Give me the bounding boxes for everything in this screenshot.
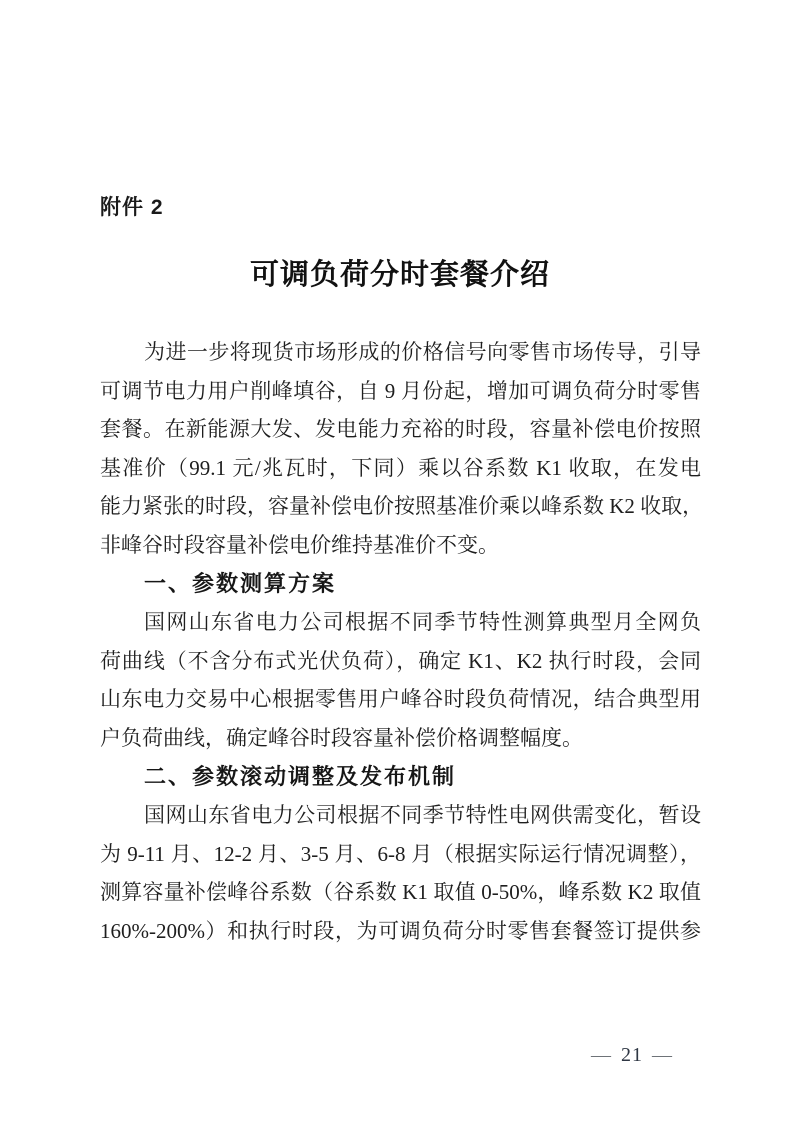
page-number-left-dash: — bbox=[591, 1044, 612, 1066]
paragraph-1-line-2: 可调节电力用户削峰填谷，自 9 月份起，增加可调负荷分时零售 bbox=[100, 378, 701, 403]
paragraph-1-line-5: 能力紧张的时段，容量补偿电价按照基准价乘以峰系数 K2 收取， bbox=[100, 494, 704, 519]
page-number-value: 21 bbox=[621, 1044, 643, 1066]
document-body bbox=[100, 333, 704, 951]
section-heading-2: 二、参数滚动调整及发布机制 bbox=[144, 763, 457, 789]
section-heading-1: 一、参数测算方案 bbox=[144, 570, 337, 596]
paragraph-1-line-3: 套餐。在新能源大发、发电能力充裕的时段，容量补偿电价按照 bbox=[100, 417, 701, 442]
paragraph-1-line-6: 非峰谷时段容量补偿电价维持基准价不变。 bbox=[100, 532, 499, 557]
paragraph-3-line-2: 为 9-11 月、12-2 月、3-5 月、6-8 月（根据实际运行情况调整）， bbox=[100, 841, 701, 866]
attachment-label: 附件 2 bbox=[100, 196, 164, 219]
paragraph-1-line-4: 基准价（99.1 元/兆瓦时，下同）乘以谷系数 K1 收取，在发电 bbox=[100, 455, 701, 480]
paragraph-2-line-4: 户负荷曲线，确定峰谷时段容量补偿价格调整幅度。 bbox=[100, 725, 583, 750]
document-title: 可调负荷分时套餐介绍 bbox=[249, 259, 550, 291]
paragraph-2-line-1: 国网山东省电力公司根据不同季节特性测算典型月全网负 bbox=[144, 610, 701, 635]
paragraph-3-line-1: 国网山东省电力公司根据不同季节特性电网供需变化，暂设 bbox=[144, 803, 701, 828]
paragraph-2-line-2: 荷曲线（不含分布式光伏负荷），确定 K1、K2 执行时段，会同 bbox=[100, 648, 701, 673]
paragraph-3-line-4: 160%-200%）和执行时段，为可调负荷分时零售套餐签订提供参 bbox=[100, 918, 701, 943]
paragraph-3-line-3: 测算容量补偿峰谷系数（谷系数 K1 取值 0-50%，峰系数 K2 取值 bbox=[100, 880, 701, 905]
paragraph-1-line-1: 为进一步将现货市场形成的价格信号向零售市场传导，引导 bbox=[144, 340, 701, 364]
page-number bbox=[562, 1044, 702, 1067]
paragraph-2-line-3: 山东电力交易中心根据零售用户峰谷时段负荷情况，结合典型用 bbox=[100, 687, 701, 712]
page-number-right-dash: — bbox=[652, 1044, 673, 1066]
